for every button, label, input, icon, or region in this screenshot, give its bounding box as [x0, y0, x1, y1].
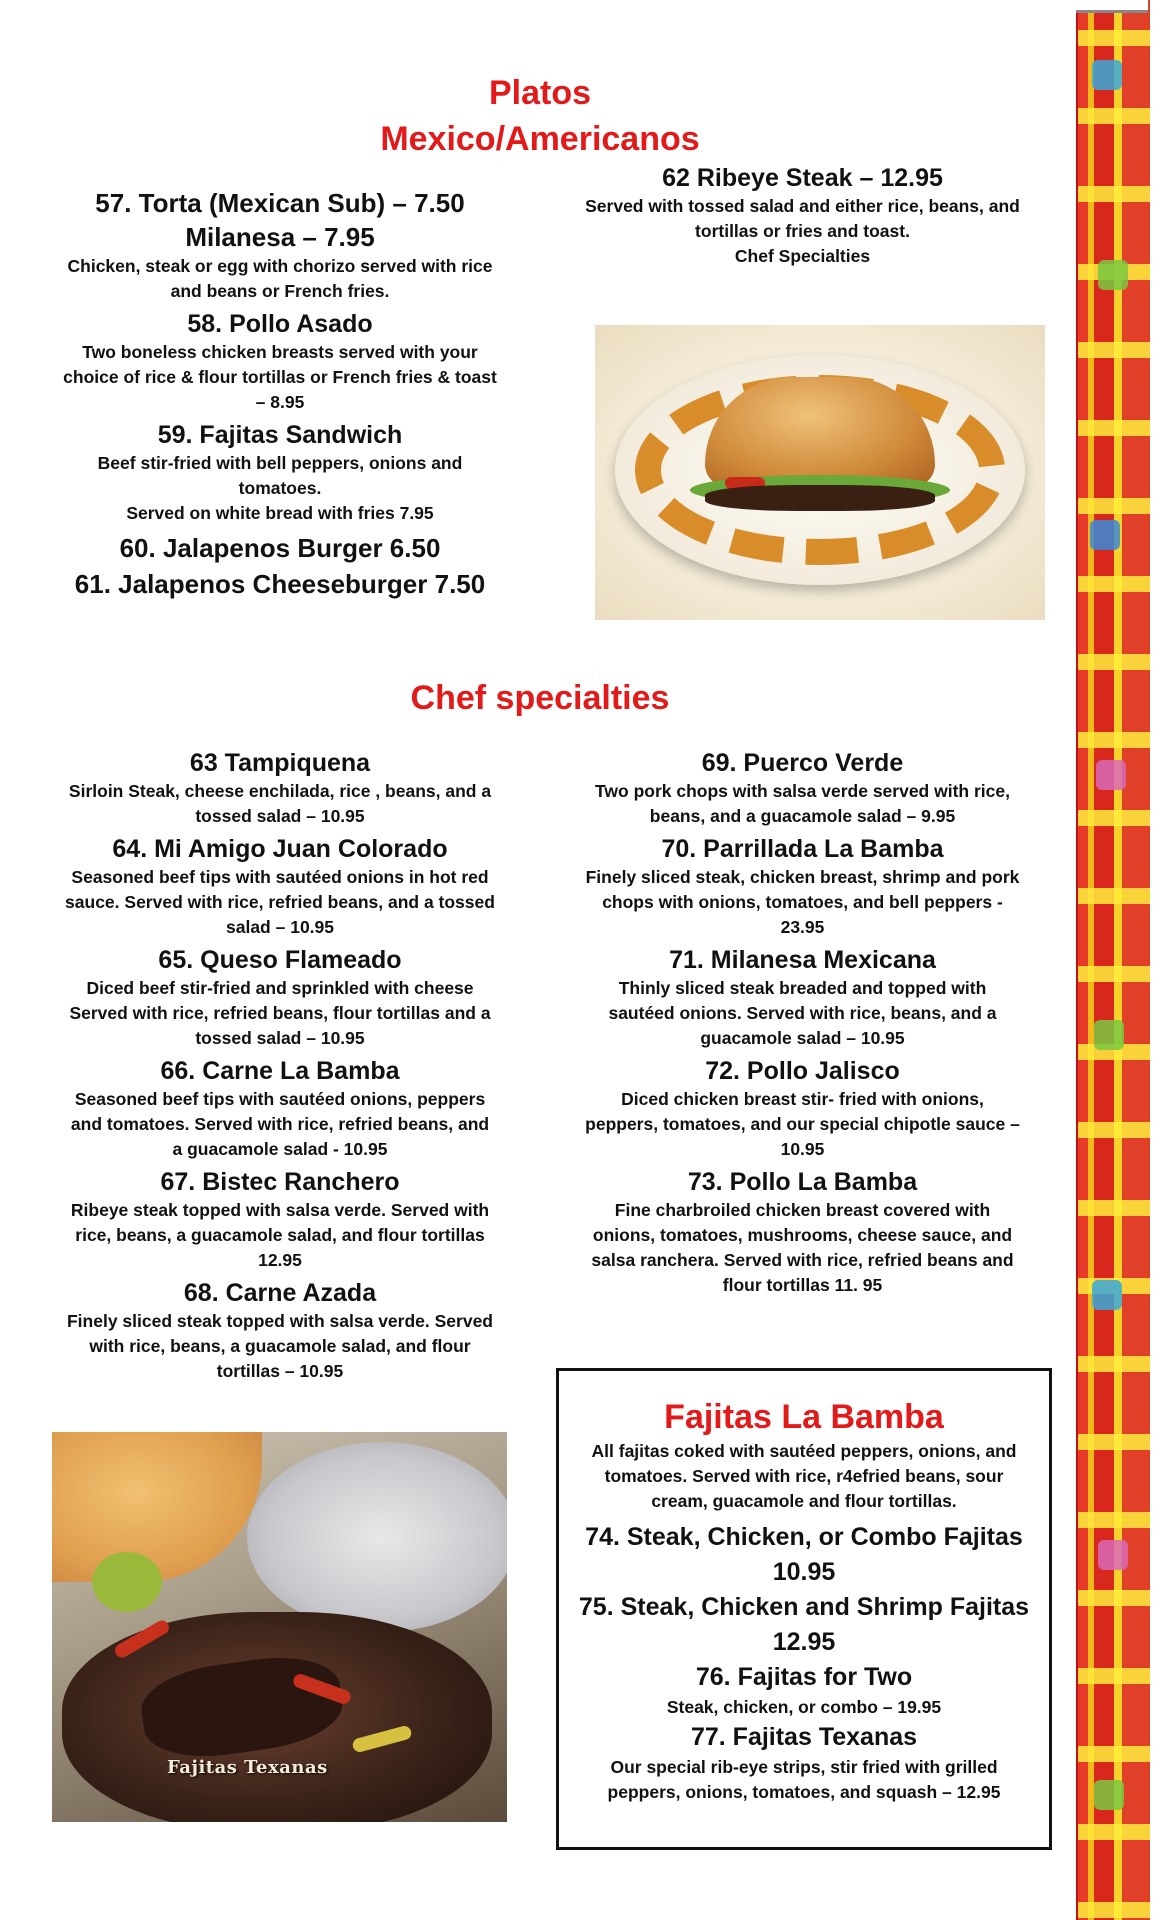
item-desc-line: guacamole salad – 10.95 — [700, 1028, 905, 1048]
chef-specialties-title: Chef specialties — [410, 679, 670, 717]
platos-left-column — [40, 186, 520, 602]
strip-motif — [1094, 1020, 1124, 1050]
item-desc-line: tortillas – 10.95 — [216, 1361, 344, 1381]
item-desc-line: Seasoned beef tips with sautéed onions, peppers — [74, 1089, 486, 1109]
item-desc-line: salsa ranchera. Served with rice, refried beans and — [591, 1250, 1014, 1270]
item-desc-line: peppers, tomatoes, and our special chipotle sauce – — [585, 1114, 1020, 1134]
item-desc-line: Diced chicken breast stir- fried with onions, — [621, 1089, 984, 1109]
burger-photo — [595, 325, 1045, 620]
item-desc-line: peppers, onions, tomatoes, and squash – 12.95 — [607, 1782, 1001, 1802]
item-desc-line: Diced beef stir-fried and sprinkled with cheese — [86, 978, 474, 998]
item-title: 60. Jalapenos Burger 6.50 — [119, 533, 441, 563]
item-title: 62 Ribeye Steak – 12.95 — [662, 164, 943, 192]
strip-motif — [1090, 520, 1120, 550]
strip-motif — [1094, 1780, 1124, 1810]
strip-motif — [1092, 60, 1122, 90]
item-desc-line: Thinly sliced steak breaded and topped with — [618, 978, 987, 998]
item-title: 69. Puerco Verde — [701, 749, 904, 777]
item-desc-line: tomatoes. — [238, 478, 322, 498]
item-desc-line: 10.95 — [780, 1139, 825, 1159]
item-desc-line: Our special rib-eye strips, stir fried with grilled — [610, 1757, 998, 1777]
item-title: 71. Milanesa Mexicana — [669, 946, 936, 974]
item-title: 67. Bistec Ranchero — [160, 1168, 400, 1196]
item-title: 70. Parrillada La Bamba — [661, 835, 944, 863]
item-desc-line: with rice, beans, a guacamole salad, and flour — [89, 1336, 471, 1356]
item-title: 74. Steak, Chicken, or Combo Fajitas — [585, 1523, 1023, 1551]
item-desc-line: salad – 10.95 — [226, 917, 334, 937]
item-desc-line: chops with onions, tomatoes, and bell peppers - — [602, 892, 1003, 912]
item-title: 58. Pollo Asado — [187, 310, 373, 338]
item-desc-line: onions, tomatoes, mushrooms, cheese sauce, and — [592, 1225, 1013, 1245]
item-desc-line: Beef stir-fried with bell peppers, onions and — [97, 453, 463, 473]
item-title: 10.95 — [772, 1558, 836, 1586]
item-desc-line: Sirloin Steak, cheese enchilada, rice , beans, and a — [68, 781, 492, 801]
item-subtitle: Milanesa – 7.95 — [185, 222, 375, 252]
item-title: 75. Steak, Chicken and Shrimp Fajitas — [578, 1593, 1030, 1621]
item-desc-line: Served with rice, refried beans, flour tortillas and a — [69, 1003, 491, 1023]
item-desc-line: Served on white bread with fries 7.95 — [126, 503, 434, 523]
item-title: 12.95 — [772, 1628, 836, 1656]
item-desc-line: sauce. Served with rice, refried beans, and a tossed — [65, 892, 495, 912]
fajitas-intro-line: cream, guacamole and flour tortillas. — [651, 1491, 957, 1511]
strip-top-edge — [1076, 0, 1148, 13]
chef-left-column — [40, 747, 520, 1384]
item-desc-line: rice, beans, a guacamole salad, and flour tortillas — [75, 1225, 485, 1245]
photo-caption: Fajitas Texanas — [167, 1757, 328, 1778]
item-desc-line: and beans or French fries. — [170, 281, 390, 301]
item-title: 63 Tampiquena — [189, 749, 371, 777]
item-desc-line: choice of rice & flour tortillas or French fries & toast — [63, 367, 497, 387]
item-desc-line: Finely sliced steak, chicken breast, shrimp and pork — [585, 867, 1020, 887]
item-desc-line: 12.95 — [258, 1250, 302, 1270]
item-desc-line: Served with tossed salad and either rice, beans, and — [585, 196, 1020, 216]
item-title: 65. Queso Flameado — [158, 946, 402, 974]
strip-motif — [1096, 760, 1126, 790]
item-desc-line: 23.95 — [780, 917, 825, 937]
item-title: 68. Carne Azada — [183, 1279, 377, 1307]
platos-title — [330, 70, 750, 162]
item-title: 73. Pollo La Bamba — [687, 1168, 918, 1196]
item-title: 59. Fajitas Sandwich — [157, 421, 403, 449]
chef-right-column — [565, 747, 1040, 1298]
item-desc-line: tortillas or fries and toast. — [695, 221, 910, 241]
fajitas-la-bamba-box — [556, 1368, 1052, 1850]
fajitas-texanas-photo — [52, 1432, 507, 1822]
item-desc-line: beans, and a guacamole salad – 9.95 — [649, 806, 956, 826]
item-desc-line: Seasoned beef tips with sautéed onions in hot red — [71, 867, 489, 887]
item-title: 57. Torta (Mexican Sub) – 7.50 — [95, 188, 465, 218]
ribeye-block — [565, 162, 1040, 269]
item-title: 76. Fajitas for Two — [695, 1663, 913, 1691]
item-title: 61. Jalapenos Cheeseburger 7.50 — [74, 569, 486, 599]
item-desc-line: a guacamole salad - 10.95 — [172, 1139, 388, 1159]
item-desc-line: Chef Specialties — [734, 246, 871, 266]
item-desc-line: Chicken, steak or egg with chorizo served with rice — [67, 256, 493, 276]
item-desc-line: flour tortillas 11. 95 — [722, 1275, 883, 1295]
item-desc-line: and tomatoes. Served with rice, refried beans, and — [70, 1114, 490, 1134]
item-desc-line: sautéed onions. Served with rice, beans, and a — [608, 1003, 997, 1023]
strip-motif — [1098, 260, 1128, 290]
item-desc-line: tossed salad – 10.95 — [195, 1028, 365, 1048]
item-title: 66. Carne La Bamba — [160, 1057, 400, 1085]
strip-motif — [1092, 1280, 1122, 1310]
item-title: 77. Fajitas Texanas — [690, 1723, 918, 1751]
item-desc-line: Finely sliced steak topped with salsa verde. Served — [66, 1311, 493, 1331]
platos-title-line1: Platos — [488, 74, 592, 112]
item-desc-line: tossed salad – 10.95 — [195, 806, 365, 826]
item-desc-line: – 8.95 — [255, 392, 305, 412]
fajitas-intro-line: tomatoes. Served with rice, r4efried beans, sour — [604, 1466, 1004, 1486]
item-desc-line: Two boneless chicken breasts served with your — [82, 342, 478, 362]
item-desc-line: Fine charbroiled chicken breast covered with — [614, 1200, 991, 1220]
item-desc-line: Ribeye steak topped with salsa verde. Served with — [70, 1200, 490, 1220]
item-title: 64. Mi Amigo Juan Colorado — [112, 835, 448, 863]
platos-title-line2: Mexico/Americanos — [380, 120, 700, 158]
fajitas-title: Fajitas La Bamba — [664, 1398, 944, 1436]
strip-motif — [1098, 1540, 1128, 1570]
item-desc-line: Two pork chops with salsa verde served with rice, — [595, 781, 1010, 801]
fajitas-intro-line: All fajitas coked with sautéed peppers, onions, and — [591, 1441, 1017, 1461]
item-desc-line: Steak, chicken, or combo – 19.95 — [666, 1697, 942, 1717]
item-title: 72. Pollo Jalisco — [705, 1057, 900, 1085]
